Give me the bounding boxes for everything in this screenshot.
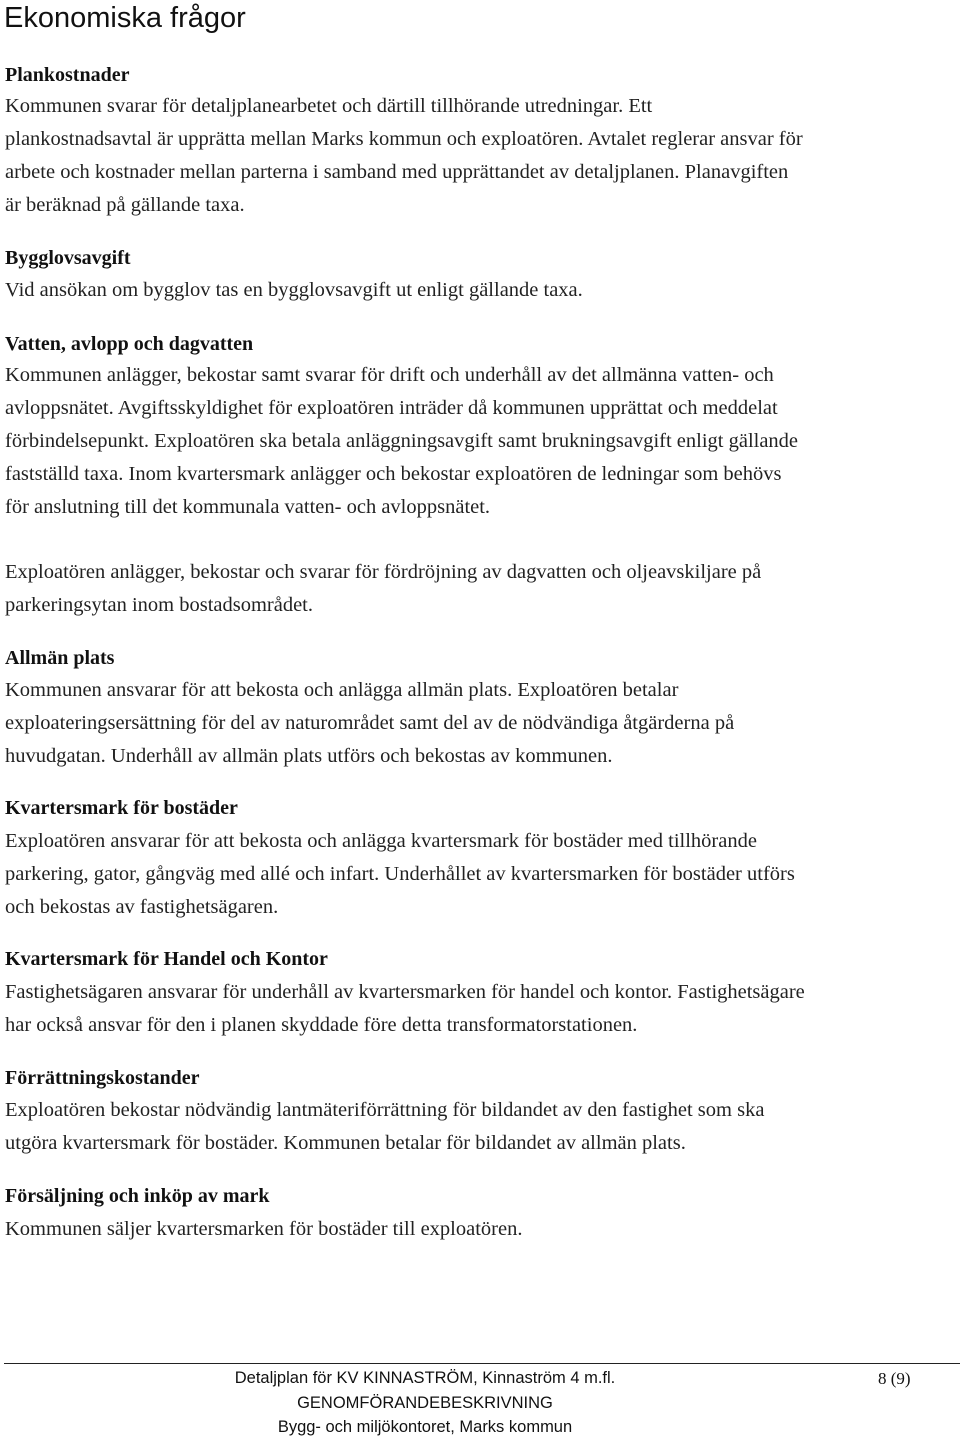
- page-title: Ekonomiska frågor: [4, 2, 246, 34]
- section-heading-kvartersmark-bostader: Kvartersmark för bostäder: [5, 797, 238, 819]
- paragraph-line: Kommunen ansvarar för att bekosta och anlägga allmän plats. Exploatören betalar: [5, 679, 679, 701]
- paragraph-line: Kommunen svarar för detaljplanearbetet och därtill tillhörande utredningar. Ett: [5, 95, 653, 117]
- paragraph-line: utgöra kvartersmark för bostäder. Kommunen betalar för bildandet av allmän plats.: [5, 1132, 686, 1154]
- footer-plan-title: Detaljplan för KV KINNASTRÖM, Kinnaström 4 m.fl.: [234, 1369, 616, 1387]
- paragraph-line: Exploatören ansvarar för att bekosta och anlägga kvartersmark för bostäder med tillhörande: [5, 830, 757, 852]
- section-heading-plankostnader: Plankostnader: [5, 64, 130, 86]
- paragraph-line: Kommunen anlägger, bekostar samt svarar för drift och underhåll av det allmänna vatten- och: [5, 364, 774, 386]
- footer-divider: [4, 1363, 960, 1364]
- paragraph-line: och bekostas av fastighetsägaren.: [5, 896, 279, 918]
- section-heading-vatten: Vatten, avlopp och dagvatten: [5, 333, 254, 355]
- paragraph-line: avloppsnätet. Avgiftsskyldighet för exploatören inträder då kommunen upprättat och meddelat: [5, 397, 778, 419]
- footer-doc-type: GENOMFÖRANDEBESKRIVNING: [297, 1394, 553, 1412]
- paragraph-line: parkering, gator, gångväg med allé och infart. Underhållet av kvartersmarken för bostäder utförs: [5, 863, 795, 885]
- section-heading-forsaljning: Försäljning och inköp av mark: [5, 1185, 270, 1207]
- paragraph-line: parkeringsytan inom bostadsområdet.: [5, 594, 314, 616]
- section-heading-bygglovsavgift: Bygglovsavgift: [5, 247, 131, 269]
- paragraph-line: är beräknad på gällande taxa.: [5, 194, 245, 216]
- paragraph-line: Vid ansökan om bygglov tas en bygglovsavgift ut enligt gällande taxa.: [5, 279, 583, 301]
- section-heading-allman-plats: Allmän plats: [5, 647, 115, 669]
- paragraph-line: fastställd taxa. Inom kvartersmark anlägger och bekostar exploatören de ledningar som behövs: [5, 463, 782, 485]
- paragraph-line: huvudgatan. Underhåll av allmän plats utförs och bekostas av kommunen.: [5, 745, 613, 767]
- paragraph-line: för anslutning till det kommunala vatten- och avloppsnätet.: [5, 496, 491, 518]
- paragraph-line: har också ansvar för den i planen skyddade före detta transformatorstationen.: [5, 1014, 638, 1036]
- paragraph-line: Exploatören bekostar nödvändig lantmäteriförrättning för bildandet av den fastighet som ska: [5, 1099, 765, 1121]
- paragraph-line: Exploatören anlägger, bekostar och svarar för fördröjning av dagvatten och oljeavskiljare på: [5, 561, 762, 583]
- paragraph-line: exploateringsersättning för del av naturområdet samt del av de nödvändiga åtgärderna på: [5, 712, 735, 734]
- paragraph-line: Fastighetsägaren ansvarar för underhåll av kvartersmarken för handel och kontor. Fastighetsägare: [5, 981, 805, 1003]
- footer-office: Bygg- och miljökontoret, Marks kommun: [277, 1418, 573, 1436]
- paragraph-line: arbete och kostnader mellan parterna i samband med upprättandet av detaljplanen. Planavgiften: [5, 161, 789, 183]
- paragraph-line: plankostnadsavtal är upprätta mellan Marks kommun och exploatören. Avtalet reglerar ansvar för: [5, 128, 803, 150]
- page-number: 8 (9): [878, 1369, 911, 1388]
- paragraph-line: förbindelsepunkt. Exploatören ska betala anläggningsavgift samt brukningsavgift enligt gällande: [5, 430, 799, 452]
- section-heading-forrattningskostander: Förrättningskostander: [5, 1067, 200, 1089]
- section-heading-kvartersmark-handel: Kvartersmark för Handel och Kontor: [5, 948, 328, 970]
- paragraph-line: Kommunen säljer kvartersmarken för bostäder till exploatören.: [5, 1218, 523, 1240]
